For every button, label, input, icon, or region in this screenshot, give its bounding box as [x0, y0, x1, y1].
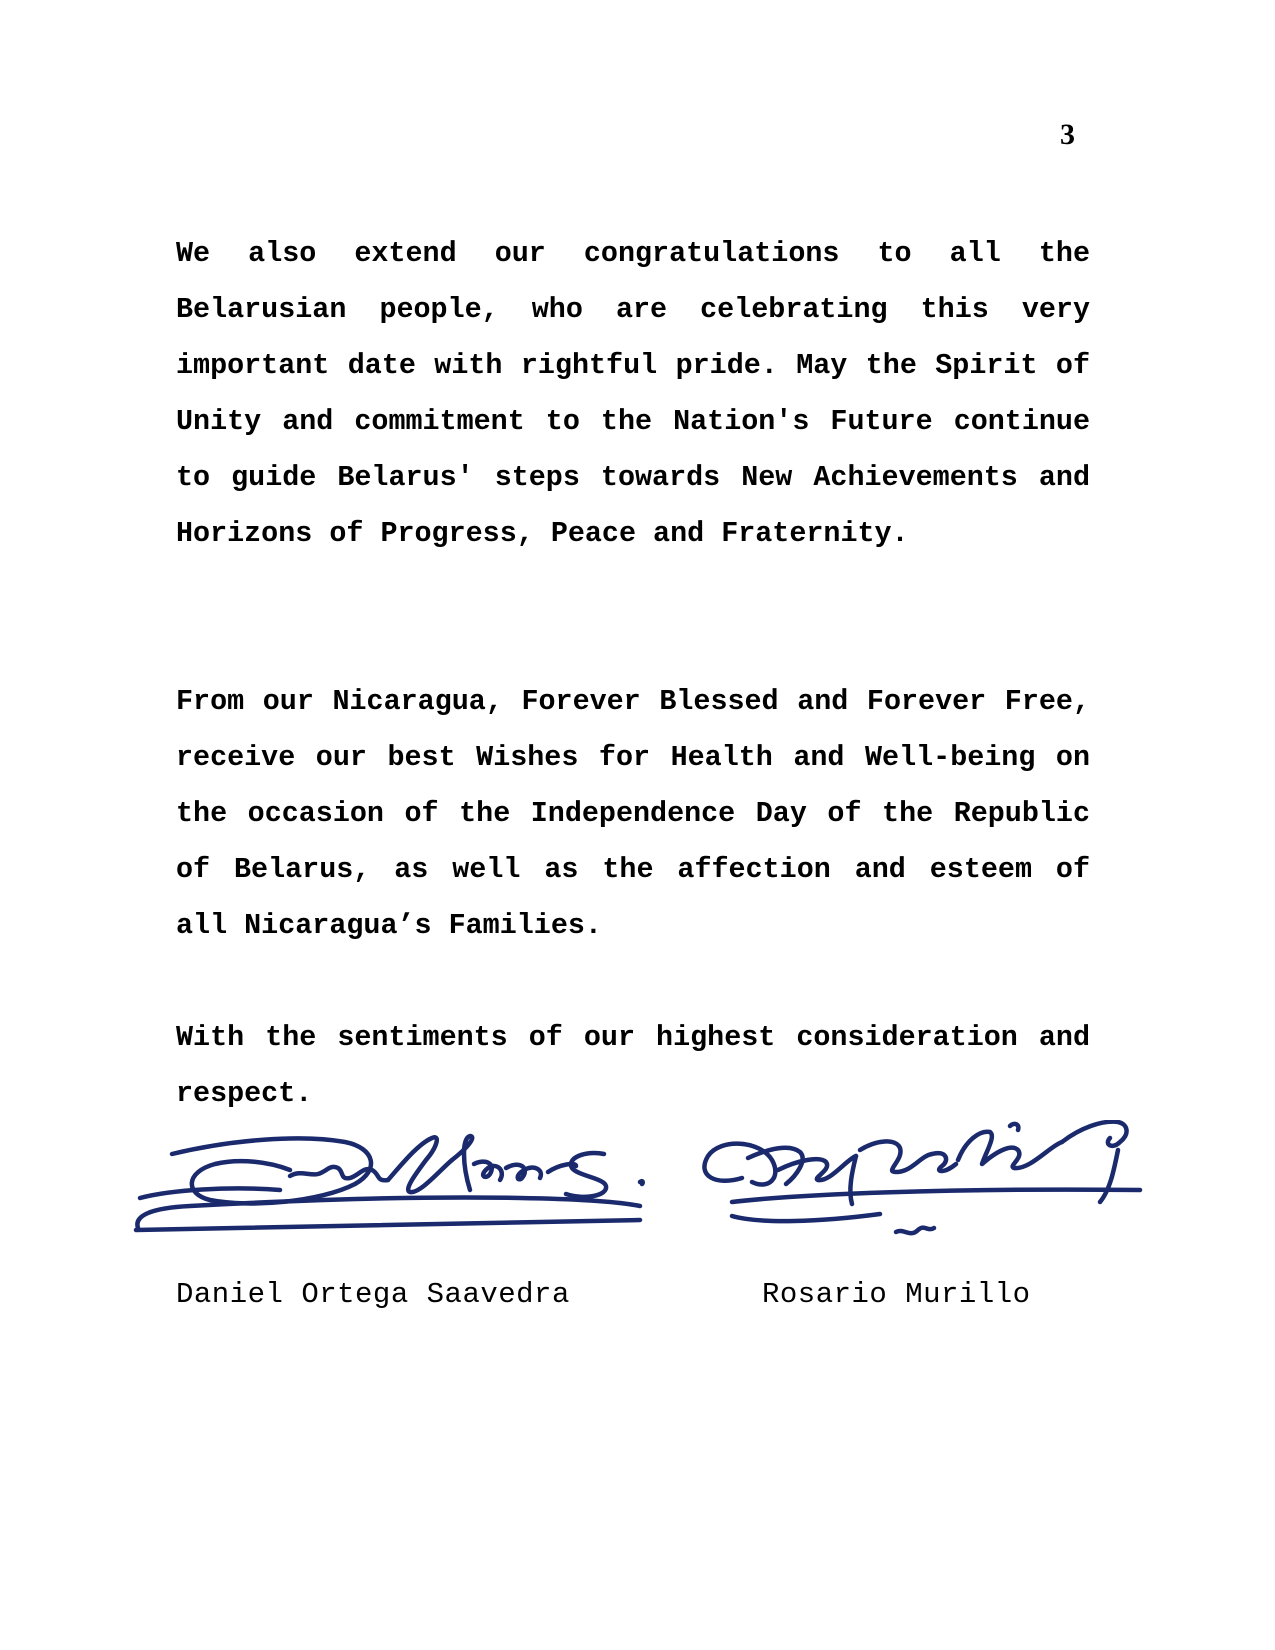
signature-right-ink	[704, 1122, 1140, 1234]
signature-left-ink	[136, 1136, 643, 1230]
signature-block	[0, 1120, 1275, 1320]
signer-name-left: Daniel Ortega Saavedra	[176, 1278, 570, 1311]
paragraph-closing: With the sentiments of our highest consideration and respect.	[176, 1021, 1090, 1110]
page-number: 3	[1060, 118, 1075, 151]
paragraph-congratulations: We also extend our congratulations to all the Belarusian people, who are celebrating this very important date with rightful pride. May the Spirit of Unity and commitment to the Nation's Future continue to guide Belarus' steps towards New Achievements and Horizons of Progress, Peace and Fraternity.	[176, 237, 1090, 550]
signer-name-right: Rosario Murillo	[762, 1278, 1031, 1311]
paragraph-wishes: From our Nicaragua, Forever Blessed and Forever Free, receive our best Wishes for Health and Well-being on the occasion of the Independence Day of the Republic of Belarus, as well as the affection and esteem of all Nicaragua’s Families.	[176, 685, 1090, 942]
